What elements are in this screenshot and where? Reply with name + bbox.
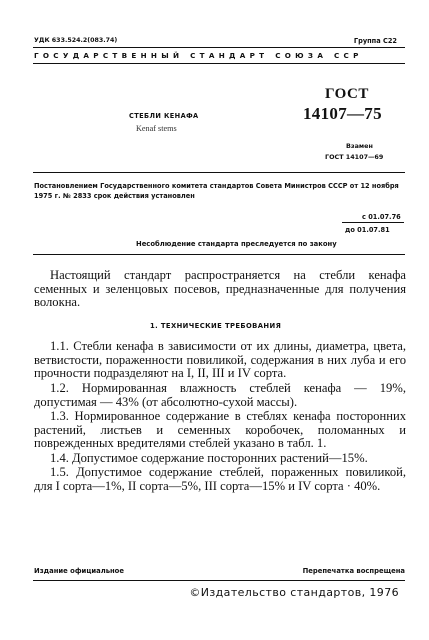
- replaces-label: Взамен: [346, 142, 373, 150]
- paragraph-1-4: 1.4. Допустимое содержание посторонних растений—15%.: [50, 451, 368, 465]
- gost-number: 14107—75: [303, 104, 382, 123]
- replaces-value: ГОСТ 14107—69: [325, 153, 384, 161]
- product-name-en: Kenaf stems: [136, 124, 177, 133]
- product-name-ru: СТЕБЛИ КЕНАФА: [129, 112, 199, 120]
- standard-banner: ГОСУДАРСТВЕННЫЙ СТАНДАРТ СОЮЗА ССР: [34, 51, 363, 60]
- decree-rule: [33, 172, 405, 173]
- paragraph-1-5: 1.5. Допустимое содержание стеблей, пораженных повиликой, для I сорта—1%, II сорта—5%, III сорта—15% и IV сорта · 40%.: [34, 465, 406, 493]
- udk-code: УДК 633.524.2(083.74): [34, 37, 118, 44]
- date-divider: [342, 222, 404, 223]
- paragraph-1-3: 1.3. Нормированное содержание в стеблях кенафа посторонних растений, листьев и семенных коробочек, поломанных и поврежденных вредителями стеблей указано в табл. 1.: [34, 409, 406, 451]
- gost-label: ГОСТ: [325, 86, 369, 102]
- date-from: с 01.07.76: [362, 213, 401, 221]
- intro-paragraph: Настоящий стандарт распространяется на стебли кенафа семенных и зеленцовых посевов, предназначенные для получения волокна.: [34, 268, 406, 310]
- paragraph-1-2: 1.2. Нормированная влажность стеблей кенафа — 19%, допустимая — 43% (от абсолютно-сухой массы).: [34, 381, 406, 409]
- paragraph-1-1: 1.1. Стебли кенафа в зависимости от их длины, диаметра, цвета, ветвистости, пораженности повиликой, содержания в них луба и его прочности подразделяют на I, II, III и IV сорта.: [34, 339, 406, 381]
- violation-notice: Несоблюдение стандарта преследуется по закону: [136, 240, 337, 248]
- group-code: Группа С22: [353, 37, 397, 45]
- publisher-line: ©Издательство стандартов, 1976: [189, 586, 399, 599]
- section-title: 1. ТЕХНИЧЕСКИЕ ТРЕБОВАНИЯ: [150, 322, 282, 330]
- banner-rule: [33, 63, 405, 64]
- official-edition-label: Издание официальное: [34, 567, 124, 575]
- decree-text: Постановлением Государственного комитета стандартов Совета Министров СССР от 12 ноября 1975 г. № 2833 срок действия установлен: [34, 182, 399, 200]
- footer-rule: [33, 580, 405, 581]
- top-rule: [33, 47, 405, 48]
- date-to: до 01.07.81: [345, 226, 390, 234]
- reprint-prohibited-label: Перепечатка воспрещена: [302, 567, 405, 575]
- notice-rule: [33, 254, 405, 255]
